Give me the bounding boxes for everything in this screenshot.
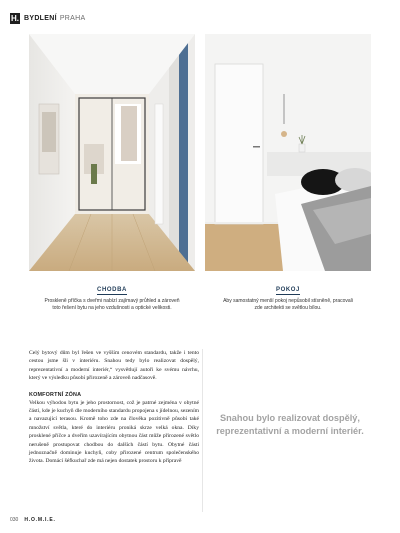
page-footer — [10, 517, 56, 523]
bedroom-photo — [205, 34, 371, 271]
hallway-caption — [29, 278, 195, 312]
bedroom-caption — [205, 278, 371, 312]
caption-text: Proskleně příčka s dveřmi nabízí zajímavý průhled a zároveň toto řešení bytu na jeho vzdušnosti a optické velikosti. — [44, 298, 180, 311]
section-label: BYDLENÍ — [24, 14, 57, 22]
magazine-badge: H. — [11, 13, 19, 23]
article-paragraph: Velkou výhodou bytu je jeho prostornost, což je patrné zejména v obytné části, kde je kuchyň dle moderního standardu propojena s jídelnou, sezením a navazující terasou. Kromě toho zde na člověka pozitivně působí také množství světla, které do interiéru proniká skrze velká okna. Díky prosklené příčce a dveřím uzavírajícím obytnou část může přirozené světlo nerušeně prostupovat chodbou do dalších částí bytu. Obytné části jednoznačně dominuje kuchyň, coby přirozené centrum společenského života. Domácí šéfkuchař zde má nejen dostatek prostoru k přípravě — [29, 399, 199, 465]
article-subhead: KOMFORTNÍ ZÓNA — [29, 391, 82, 398]
bedroom-illustration — [205, 34, 371, 271]
caption-title: POKOJ — [275, 287, 300, 293]
page-number: 030 — [10, 517, 19, 523]
column-divider — [202, 349, 203, 512]
subsection-label: PRAHA — [59, 14, 86, 22]
page-header — [10, 12, 85, 24]
caption-text: Aby samostatný menší pokoj nepůsobil stísněně, pracovali zde architekti se světlou bílou. — [223, 298, 353, 311]
article-intro: Celý bytový dům byl řešen ve vyšším cenovém standardu, takže i tento cestou jsme šli v interiéru. Snahou tedy bylo realizovat dospělý, reprezentativní a moderní interiér,“ vysvětlují autoři ke svému návrhu, který ve výsledku působí přirozeně a zároveň nadčasově. — [29, 350, 199, 382]
pull-quote: Snahou bylo realizovat dospělý, reprezentativní a moderní interiér. — [216, 413, 364, 437]
hallway-illustration — [29, 34, 195, 271]
hallway-photo — [29, 34, 195, 271]
article-body — [29, 349, 199, 475]
magazine-name: H.O.M.I.E. — [24, 517, 56, 523]
caption-title: CHODBA — [97, 287, 127, 293]
